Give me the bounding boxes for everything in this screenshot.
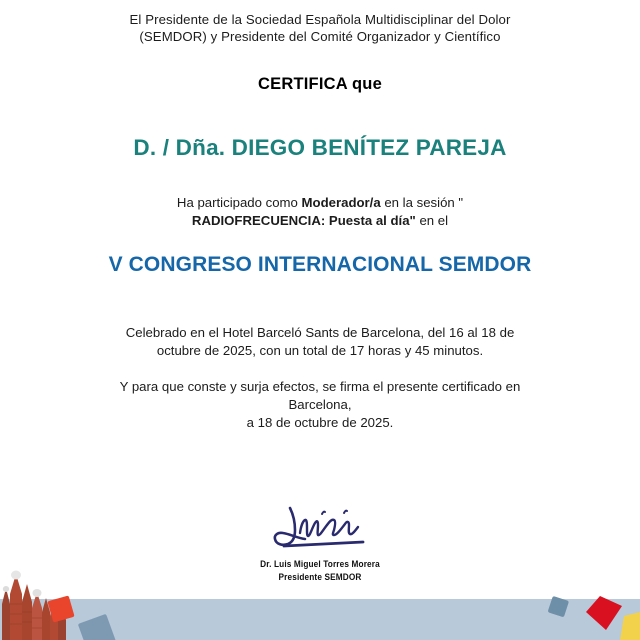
venue-line-2: octubre de 2025, con un total de 17 horas y 45 minutos.	[156, 342, 484, 358]
closing-line-3: a 18 de octubre de 2025.	[246, 414, 394, 430]
participation-text-before: Ha participado como	[176, 195, 302, 210]
yellow-shape-right	[620, 612, 640, 640]
header-line-1: El Presidente de la Sociedad Española Multidisciplinar del Dolor	[129, 12, 511, 27]
participation-statement	[0, 194, 640, 229]
signature-area	[0, 500, 640, 583]
closing-line-2: Barcelona,	[288, 396, 352, 412]
certificate-header	[0, 12, 640, 46]
handwritten-signature-icon	[260, 500, 380, 556]
congress-name: V CONGRESO INTERNACIONAL SEMDOR	[108, 253, 532, 276]
signer-block	[38, 558, 601, 583]
blue-gray-square-left	[78, 614, 116, 640]
signer-role: Presidente SEMDOR	[278, 570, 362, 582]
recipient-name: D. / Dña. DIEGO BENÍTEZ PAREJA	[133, 135, 507, 160]
blue-gray-square-right	[548, 596, 569, 617]
session-title: RADIOFRECUENCIA: Puesta al día"	[191, 212, 416, 228]
participation-role: Moderador/a	[301, 195, 381, 210]
signer-name: Dr. Luis Miguel Torres Morera	[260, 558, 380, 569]
red-square-left	[47, 595, 74, 622]
closing-statement	[0, 378, 640, 432]
closing-line-1: Y para que conste y surja efectos, se firma el presente certificado en	[119, 379, 521, 394]
certifies-label: CERTIFICA que	[258, 75, 382, 93]
participation-text-end: en el	[415, 212, 449, 228]
red-diamond-right	[586, 596, 622, 630]
footer-band	[0, 599, 640, 640]
participation-text-after: en la sesión "	[380, 195, 464, 210]
venue-details	[0, 324, 640, 360]
venue-line-1: Celebrado en el Hotel Barceló Sants de Barcelona, del 16 al 18 de	[125, 325, 515, 340]
header-line-2: (SEMDOR) y Presidente del Comité Organizador y Científico	[139, 28, 501, 44]
